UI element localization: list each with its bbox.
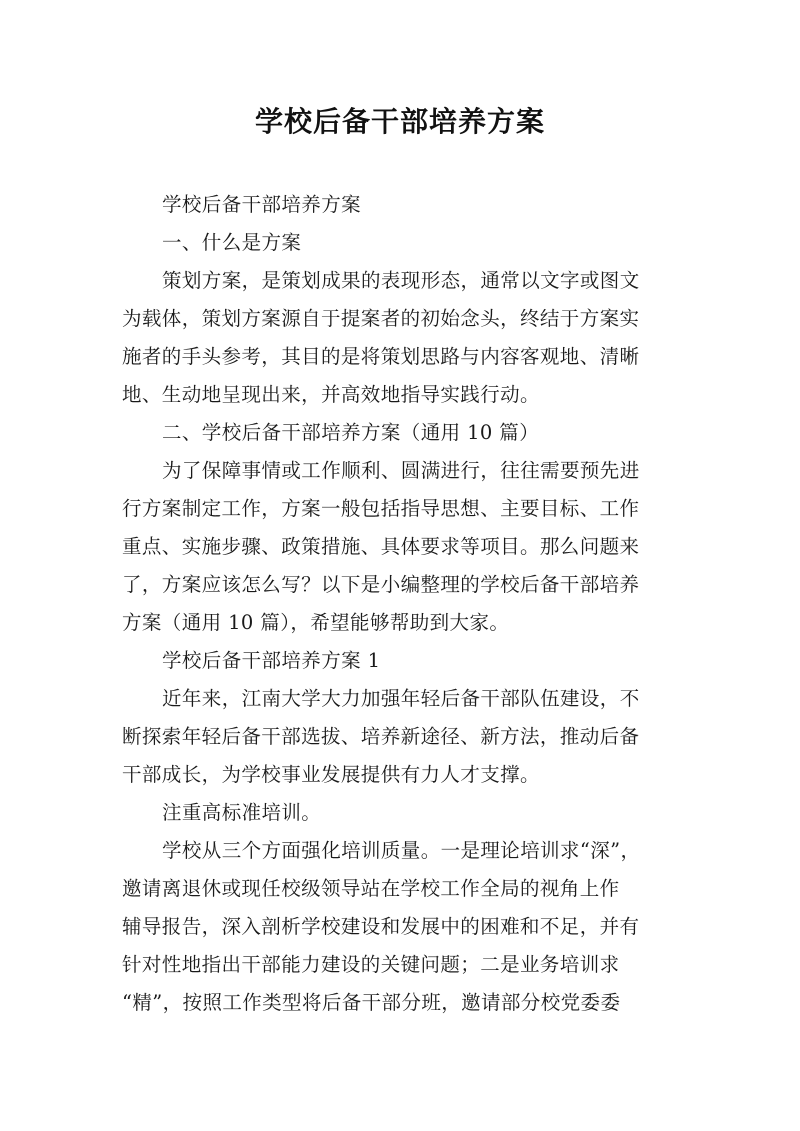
paragraph-line: “精”，按照工作类型将后备干部分班，邀请部分校党委委 <box>122 991 621 1014</box>
paragraph-line: 辅导报告，深入剖析学校建设和发展中的困难和不足，并有 <box>122 915 640 938</box>
paragraph-line: 一、什么是方案 <box>162 231 302 254</box>
document-body <box>122 186 682 1022</box>
paragraph-line: 干部成长，为学校事业发展提供有力人才支撑。 <box>122 763 540 786</box>
paragraph-line: 针对性地指出干部能力建设的关键问题；二是业务培训求 <box>122 953 620 976</box>
paragraph-line: 行方案制定工作，方案一般包括指导思想、主要目标、工作 <box>122 497 640 520</box>
document-title: 学校后备干部培养方案 <box>254 105 545 138</box>
paragraph-line: 学校从三个方面强化培训质量。一是理论培训求“深”， <box>162 839 641 862</box>
paragraph-line: 学校后备干部培养方案 1 <box>162 649 381 672</box>
paragraph-line: 注重高标准培训。 <box>162 801 322 824</box>
paragraph-line: 重点、实施步骤、政策措施、具体要求等项目。那么问题来 <box>122 535 640 558</box>
paragraph-line: 近年来，江南大学大力加强年轻后备干部队伍建设，不 <box>162 687 640 710</box>
paragraph-line: 了，方案应该怎么写？以下是小编整理的学校后备干部培养 <box>122 573 640 596</box>
paragraph-line: 学校后备干部培养方案 <box>162 193 362 216</box>
paragraph-line: 邀请离退休或现任校级领导站在学校工作全局的视角上作 <box>122 877 620 900</box>
paragraph-line: 策划方案，是策划成果的表现形态，通常以文字或图文 <box>162 269 640 292</box>
paragraph-line: 施者的手头参考，其目的是将策划思路与内容客观地、清晰 <box>122 345 640 368</box>
paragraph-line: 为载体，策划方案源自于提案者的初始念头，终结于方案实 <box>122 307 640 330</box>
paragraph-line: 地、生动地呈现出来，并高效地指导实践行动。 <box>122 383 540 406</box>
paragraph-line: 方案（通用 10 篇），希望能够帮助到大家。 <box>122 611 510 634</box>
paragraph-line: 二、学校后备干部培养方案（通用 10 篇） <box>162 421 540 444</box>
paragraph-line: 为了保障事情或工作顺利、圆满进行，往往需要预先进 <box>162 459 640 482</box>
paragraph-line: 断探索年轻后备干部选拔、培养新途径、新方法，推动后备 <box>122 725 640 748</box>
